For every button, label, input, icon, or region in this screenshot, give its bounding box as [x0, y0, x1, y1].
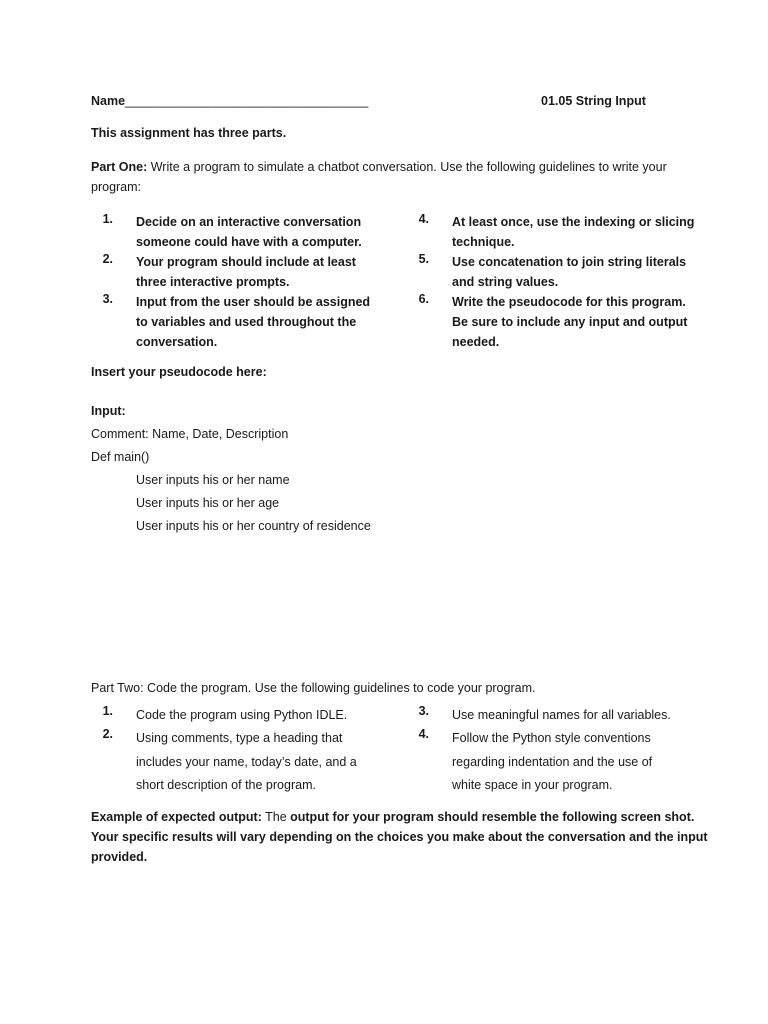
- example-line: provided.: [91, 850, 148, 864]
- name-field: [91, 94, 368, 108]
- guideline-line: Code the program using Python IDLE.: [136, 708, 348, 722]
- guideline-line: At least once, use the indexing or slicing: [452, 215, 695, 229]
- guideline-number: 6.: [418, 292, 429, 306]
- guideline-line: white space in your program.: [452, 778, 613, 792]
- guideline-number: 2.: [102, 252, 113, 266]
- guideline-line: Your program should include at least: [136, 255, 356, 269]
- pseudocode-indented-line: User inputs his or her age: [136, 496, 280, 510]
- document-title: 01.05 String Input: [541, 94, 646, 108]
- guideline-number: 4.: [418, 212, 429, 226]
- guideline-line: includes your name, today’s date, and a: [136, 754, 357, 769]
- pseudocode-prompt: Insert your pseudocode here:: [91, 365, 267, 379]
- guideline-number: 5.: [418, 252, 429, 266]
- pseudocode-line: Comment: Name, Date, Description: [91, 427, 289, 441]
- part-two-text: Code the program. Use the following guidelines to code your program.: [143, 681, 536, 695]
- example-rest: output for your program should resemble the following screen shot.: [290, 810, 695, 824]
- guideline-line: Using comments, type a heading that: [136, 731, 343, 745]
- guideline-line: Use concatenation to join string literals: [452, 255, 687, 269]
- intro-text: This assignment has three parts.: [91, 126, 287, 140]
- part-one-text: Write a program to simulate a chatbot conversation. Use the following guidelines to write your: [147, 160, 667, 174]
- guideline-number: 1.: [102, 704, 113, 718]
- part-one-paragraph: [91, 160, 667, 174]
- guideline-line: and string values.: [452, 275, 559, 289]
- guideline-line: Use meaningful names for all variables.: [452, 708, 671, 722]
- part-two-paragraph: [91, 681, 535, 695]
- guideline-line: to variables and used throughout the: [136, 315, 357, 329]
- guideline-number: 1.: [102, 212, 113, 226]
- guideline-line: technique.: [452, 235, 515, 249]
- guideline-line: Follow the Python style conventions: [452, 731, 651, 745]
- guideline-number: 3.: [102, 292, 113, 306]
- guideline-line: Decide on an interactive conversation: [136, 215, 362, 229]
- guideline-line: three interactive prompts.: [136, 275, 290, 289]
- guideline-line: short description of the program.: [136, 778, 316, 792]
- pseudocode-indented-line: User inputs his or her name: [136, 473, 290, 487]
- name-label: Name: [91, 94, 126, 108]
- guideline-line: someone could have with a computer.: [136, 235, 362, 249]
- example-line: Your specific results will vary depending on the choices you make about the conversation and the input: [91, 830, 708, 844]
- example-paragraph: [91, 810, 694, 824]
- name-blank-line: ___________________________________: [125, 94, 369, 108]
- guideline-line: needed.: [452, 335, 500, 349]
- part-one-text-cont: program:: [91, 180, 142, 194]
- guideline-line: regarding indentation and the use of: [452, 754, 653, 769]
- guideline-number: 3.: [418, 704, 429, 718]
- guideline-line: Input from the user should be assigned: [136, 295, 371, 309]
- part-two-label: Part Two:: [91, 681, 144, 695]
- example-label: Example of expected output:: [91, 810, 262, 824]
- example-the: The: [261, 810, 291, 824]
- guideline-number: 2.: [102, 727, 113, 741]
- guideline-line: conversation.: [136, 335, 218, 349]
- part-one-label: Part One:: [91, 160, 148, 174]
- pseudocode-line: Input:: [91, 404, 126, 418]
- guideline-line: Write the pseudocode for this program.: [452, 295, 686, 309]
- guideline-line: Be sure to include any input and output: [452, 315, 688, 329]
- pseudocode-indented-line: User inputs his or her country of residence: [136, 519, 371, 533]
- pseudocode-line: Def main(): [91, 450, 150, 464]
- guideline-number: 4.: [418, 727, 429, 741]
